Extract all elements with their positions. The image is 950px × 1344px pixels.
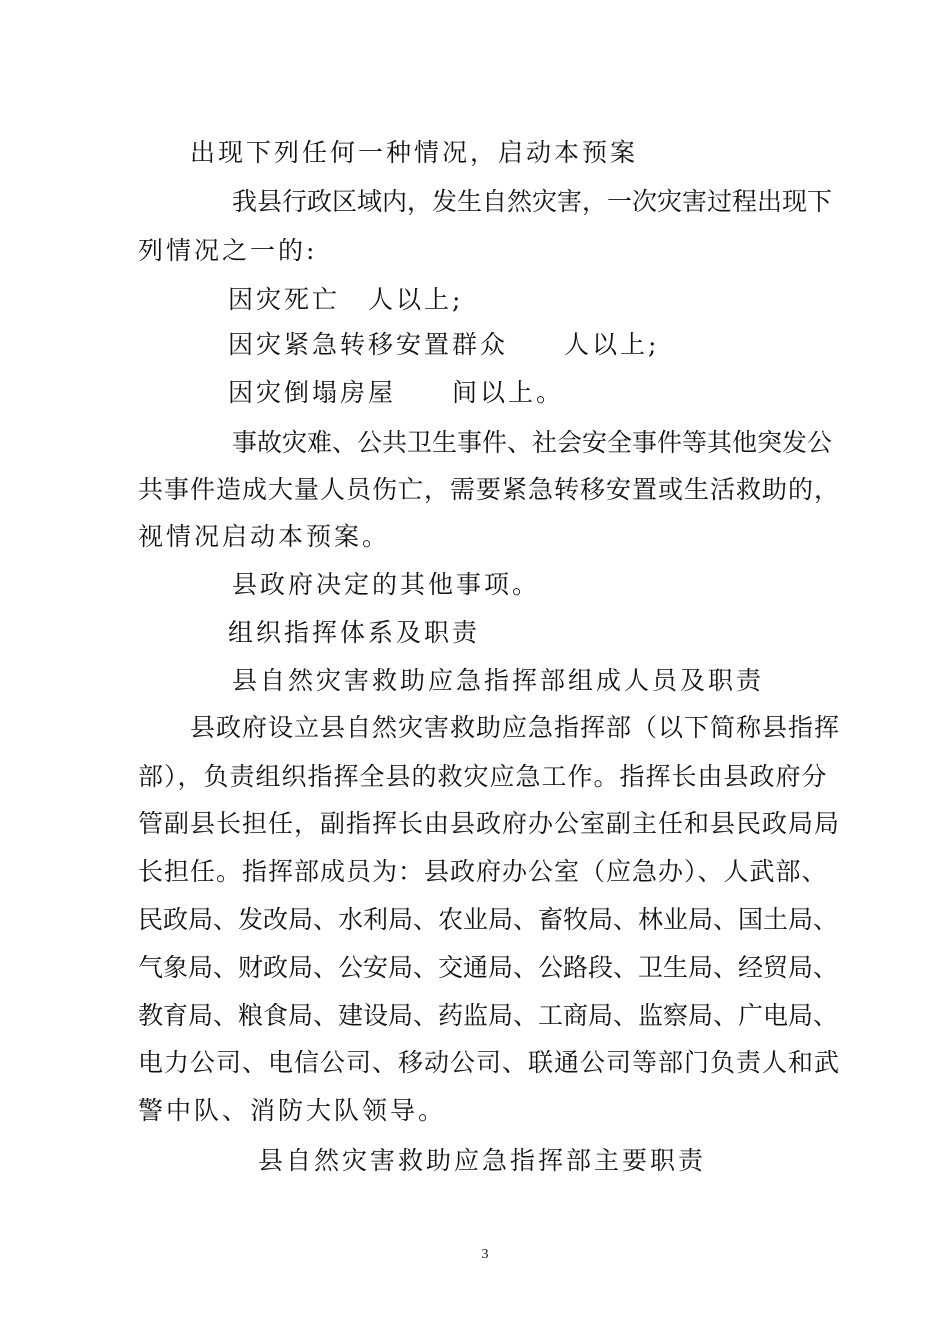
text-line: 我县行政区域内，发生自然灾害，一次灾害过程出现下: [232, 187, 833, 216]
subsection-heading: 县自然灾害救助应急指挥部主要职责: [258, 1146, 707, 1175]
section-heading: 组织指挥体系及职责: [228, 618, 481, 647]
text-line: 教育局、粮食局、建设局、药监局、工商局、监察局、广电局、: [138, 1001, 839, 1030]
text-line: 视情况启动本预案。: [138, 522, 391, 551]
text-line: 出现下列任何一种情况，启动本预案: [190, 138, 639, 167]
text-line: 长担任。指挥部成员为：县政府办公室（应急办）、人武部、: [138, 857, 828, 886]
text-line: 共事件造成大量人员伤亡，需要紧急转移安置或生活救助的，: [138, 475, 841, 504]
text-line: 因灾倒塌房屋 间以上。: [228, 378, 565, 407]
text-line: 列情况之一的:: [138, 236, 318, 265]
page-number: 3: [481, 1247, 489, 1262]
text-line: 县政府决定的其他事项。: [232, 570, 541, 599]
text-line: 民政局、发改局、水利局、农业局、畜牧局、林业局、国土局、: [138, 905, 839, 934]
text-line: 因灾紧急转移安置群众 人以上;: [228, 330, 660, 359]
text-line: 县政府设立县自然灾害救助应急指挥部（以下简称县指挥: [190, 713, 841, 742]
text-line: 事故灾难、公共卫生事件、社会安全事件等其他突发公: [232, 428, 833, 457]
text-line: 电力公司、电信公司、移动公司、联通公司等部门负责人和武: [138, 1048, 841, 1077]
text-line: 气象局、财政局、公安局、交通局、公路段、卫生局、经贸局、: [138, 953, 839, 982]
text-line: 部），负责组织指挥全县的救灾应急工作。指挥长由县政府分: [138, 762, 828, 791]
text-line: 警中队、消防大队领导。: [138, 1096, 447, 1125]
text-line: 因灾死亡 人以上;: [228, 285, 464, 314]
text-line: 管副县长担任，副指挥长由县政府办公室副主任和县民政局局: [138, 809, 841, 838]
subsection-heading: 县自然灾害救助应急指挥部组成人员及职责: [232, 666, 765, 695]
